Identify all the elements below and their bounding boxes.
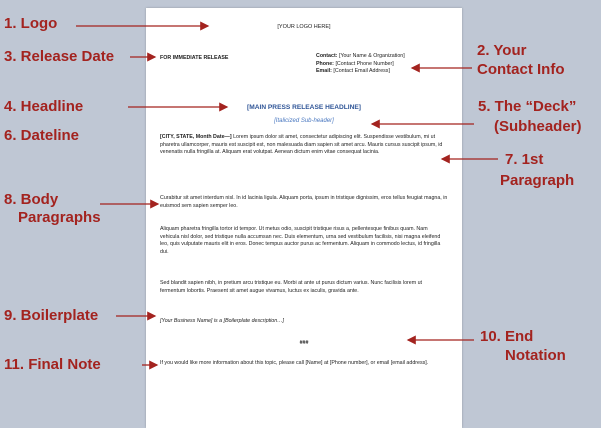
contact-label: Contact: — [316, 53, 338, 59]
label-contact-line2: Contact Info — [477, 61, 565, 78]
email-value: [Contact Email Address] — [333, 68, 390, 74]
phone-label: Phone: — [316, 60, 334, 67]
deck-subheader: [Italicized Sub-header] — [274, 118, 334, 124]
release-date-line: FOR IMMEDIATE RELEASE — [160, 55, 229, 61]
phone-value: [Contact Phone Number] — [335, 60, 394, 67]
label-contact-line1: 2. Your — [477, 42, 527, 59]
label-final-note: 11. Final Note — [4, 356, 101, 373]
boilerplate-text: [Your Business Name] is a [Boilerplate description…] — [160, 318, 284, 324]
contact-value: [Your Name & Organization] — [338, 53, 405, 59]
label-body-line2: Paragraphs — [18, 209, 101, 226]
first-paragraph-text: Lorem ipsum dolor sit amet, consectetur adipiscing elit. Suspendisse vestibulum, mi ut pharetra ullamcorper, mauris est suscipit est, non malesuada diam sapien sit amet arcu. Mauris cursus suscipit ipsum, id venenatis nulla fringilla at. Aliquam erat volutpat. Aenean dictum enim vitae consequat lacinia. — [160, 134, 443, 155]
label-first-paragraph-line1: 7. 1st — [505, 151, 544, 168]
label-first-paragraph-line2: Paragraph — [500, 172, 575, 189]
label-deck-line2: (Subheader) — [494, 118, 582, 135]
dateline: [CITY, STATE, Month Date—] — [160, 134, 232, 140]
label-logo: 1. Logo — [4, 15, 58, 32]
label-end-line2: Notation — [505, 347, 566, 364]
end-notation: ### — [299, 340, 309, 346]
label-end-line1: 10. End — [480, 328, 534, 345]
body-paragraph: Curabitur sit amet interdum nisl. In id lacinia ligula. Aliquam porta, ipsum in tristique dignissim, eros tellus feugiat magna, in euismod sem sapien semper leo. — [160, 195, 448, 209]
label-deck-line1: 5. The “Deck” — [478, 98, 577, 115]
label-dateline: 6. Dateline — [4, 127, 80, 144]
logo-placeholder: [YOUR LOGO HERE] — [277, 24, 331, 30]
body-paragraph: Aliquam pharetra fringilla tortor id tempor. Ut metus odio, suscipit tristique risus a, pellentesque finibus quam. Nam vehicula nisl dolor, sed tristique nulla accumsan nec. Duis elementum, urna sed vestibulum facilisis, nisi magna eleifend leo, quis vulputate mauris elit in eros. Donec tempus auctor purus ac fermentum. Aliquam in commodo lectus, id fringilla dui. — [160, 226, 441, 255]
label-headline: 4. Headline — [4, 98, 84, 115]
body-paragraph: Sed blandit sapien nibh, in pretium arcu tristique eu. Morbi at ante ut purus dictum varius. Nunc facilisis lorem ut fermentum lobortis. Praesent sit amet augue vivamus, luctus ex iaculis, gravida ante. — [160, 280, 423, 294]
headline: [MAIN PRESS RELEASE HEADLINE] — [247, 104, 361, 111]
label-body-line1: 8. Body — [4, 191, 59, 208]
label-boilerplate: 9. Boilerplate — [4, 307, 99, 324]
label-release-date: 3. Release Date — [4, 48, 115, 65]
email-label: Email: — [316, 68, 332, 74]
final-note-text: If you would like more information about this topic, please call [Name] at [Phone number], or email [email address]. — [160, 360, 429, 366]
